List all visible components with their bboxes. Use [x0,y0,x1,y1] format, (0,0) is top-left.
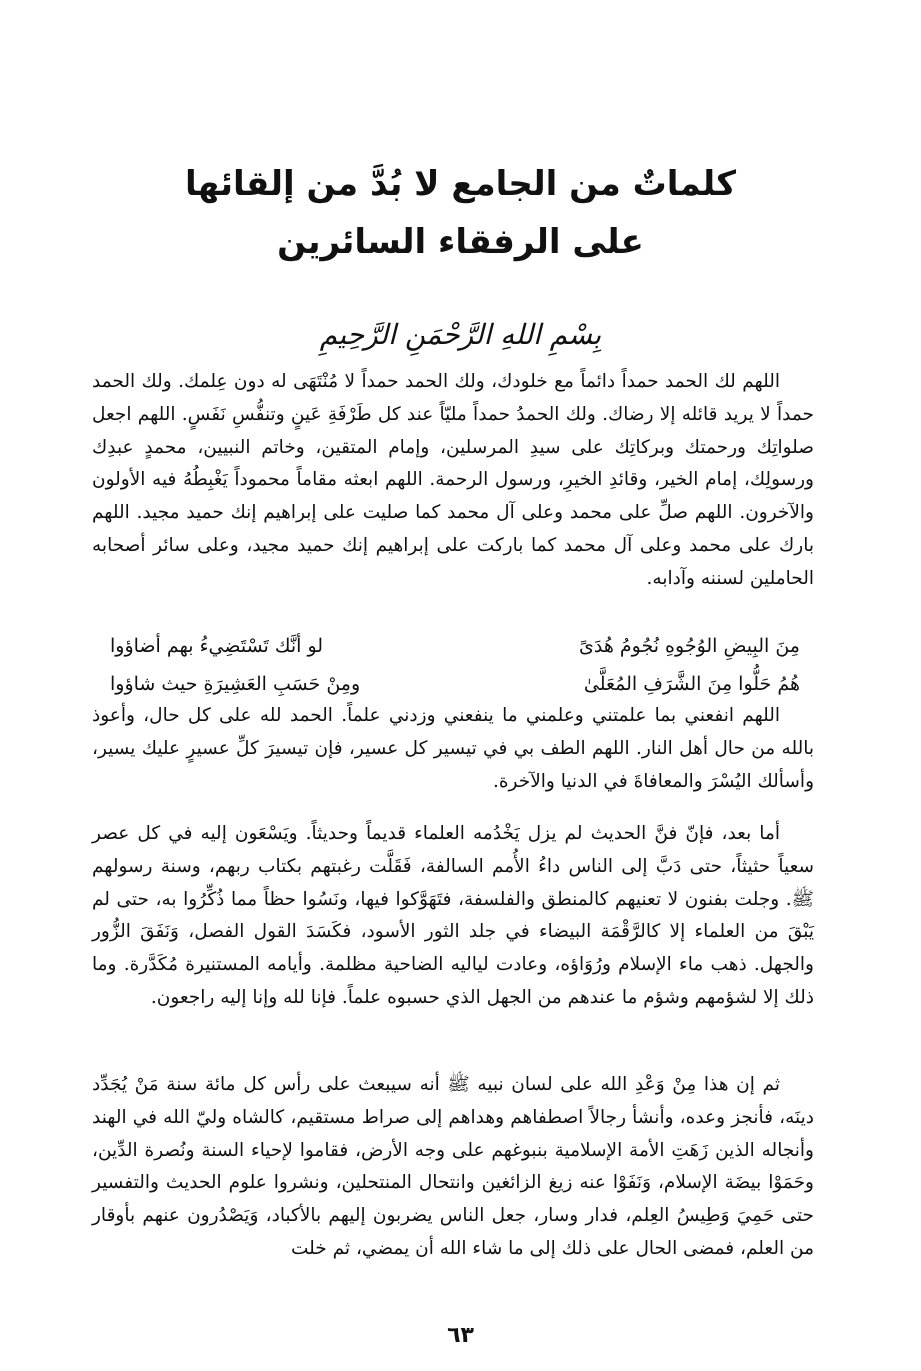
chapter-title-line-1: كلماتٌ من الجامع لا بُدَّ من إلقائها [184,164,737,204]
paragraph: اللهم انفعني بما علمتني وعلمني ما ينفعني وزدني علماً. الحمد لله على كل حال، وأعوذ بالله من حال أهل النار. اللهم الطف بي في تيسير كل عسير، فإن تيسيرَ كلِّ عسيرٍ عليك يسير، وأسألك اليُسْرَ والمعافاةَ في الدنيا والآخرة. [92,705,814,792]
poem-hemistich: هُمُ حَلُّوا مِنَ الشَّرَفِ المُعَلَّىٰ [583,673,800,695]
page-number: ٦٣ [447,1323,474,1348]
paragraph-block [92,700,814,805]
poem-hemistich: ومِنْ حَسَبِ العَشِيرَةِ حيث شاؤوا [110,673,361,695]
poem [110,627,800,703]
paragraph: اللهم لك الحمد حمداً دائماً مع خلودك، ولك الحمد حمداً لا مُنْتَهَى له دون عِلمك. ولك الحمد حمداً لا يريد قائله إلا رضاك. ولك الحمدُ حمداً مليّاً عند كل طَرْفَةِ عَينٍ وتنفُّسِ نَفَسٍ. اللهم اجعل صلواتِك ورحمتك وبركاتِك على سيدِ المرسلين، وإمام المتقين، وخاتم النبيين، محمدٍ عبدِك ورسولِك، إمام الخير، وقائدِ الخيرِ، ورسول الرحمة. اللهم ابعثه مقاماً محموداً يَغْبِطُهُ فيه الأولون والآخرون. اللهم صلِّ على محمد وعلى آل محمد كما صليت على إبراهيم إنك حميد مجيد. اللهم بارك على محمد وعلى آل محمد كما باركت على إبراهيم إنك حميد مجيد، وعلى سائر أصحابه الحاملين لسننه وآدابه. [92,371,814,589]
chapter-title-line-2: على الرفقاء السائرين [277,222,644,262]
poem-verse [110,665,800,703]
poem-hemistich: مِنَ البِيضِ الوُجُوهِ نُجُومُ هُدَىً [578,635,800,657]
paragraph: ثم إن هذا مِنْ وَعْدِ الله على لسان نبيه ﷺ أنه سيبعث على رأس كل مائة سنة مَنْ يُجَدِّد دينَه، فأنجز وعده، وأنشأ رجالاً اصطفاهم وهداهم إلى صراط مستقيم، كالشاه وليّ الله في الهند وأنجاله الذين زَهَتِ الأمة الإسلامية بنبوغهم على وجه الأرض، فقاموا لإحياء السنة ونُصرة الدِّين، وحَمَوْا بيضَة الإسلام، وَنَفَوْا عنه زيغ الزائغين وانتحال المنتحلين، ونشروا علوم الحديث والتفسير حتى حَمِيَ وَطِيسُ العِلم، فدار وسار، جعل الناس يضربون إليهم بالأكباد، وَيَصْدُرون عنهم بأوقار من العلم، فمضى الحال على ذلك إلى ما شاء الله أن يمضي، ثم خلت [92,1074,814,1259]
poem-hemistich: لو أنَّك تَسْتَضِيءُ بهم أضاؤوا [110,635,324,657]
paragraph: أما بعد، فإنّ فنَّ الحديث لم يزل يَخْدُمه العلماء قديماً وحديثاً. ويَسْعَون إليه في كل عصر سعياً حثيثاً، حتى دَبَّ إلى الناس داءُ الأُمم السالفة، فَقَلَّت رغبتهم بكتاب ربهم، وسنة رسولهم ﷺ. وجلت بفنون لا تعنيهم كالمنطق والفلسفة، فتَهَوَّكوا فيها، ونَسُوا حظاً مما ذُكِّرُوا به، حتى لم يَبْقَ من العلماء إلا كالرَّقْمَة البيضاء في جلد الثور الأسود، فكَسَدَ القول الفصل، وَنَفَقَ الزُّور والجهل. ذهب ماء الإسلام ورُوَاؤه، وعادت لياليه الضاحية مظلمة. وأيامه المستنيرة مُكَدَّرة. وما ذلك إلا لشؤمهم وشؤم ما عندهم من الجهل الذي حسبوه علماً. فإنا لله وإنا إليه راجعون. [92,823,814,1008]
paragraph-block [92,366,814,603]
paragraph-block [92,1069,814,1273]
paragraph-block [92,818,814,1022]
poem-verse [110,627,800,665]
basmala: بِسْمِ اللهِ الرَّحْمَنِ الرَّحِيمِ [319,318,602,351]
